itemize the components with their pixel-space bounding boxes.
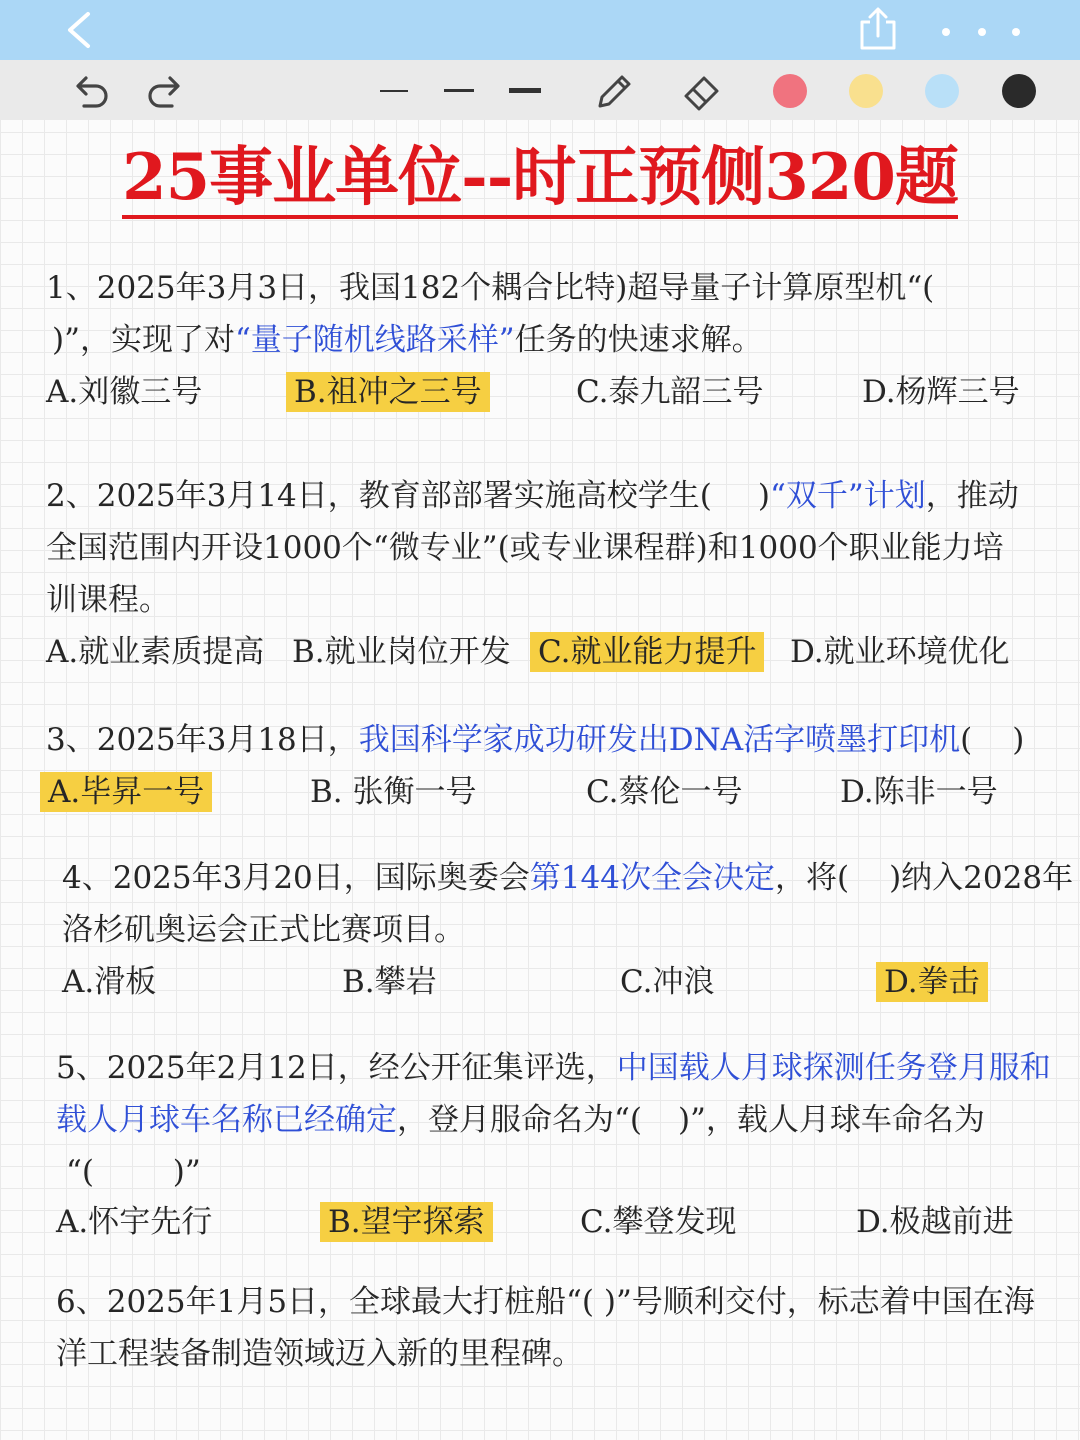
q1-text-c: 任务的快速求解。: [514, 322, 763, 358]
q4-highlight-phrase: 第144次全会决定: [529, 860, 775, 896]
q2-option-b[interactable]: B.就业岗位开发: [292, 634, 511, 670]
q1-option-a[interactable]: A.刘徽三号: [46, 374, 203, 410]
question-6-line-2: 洋工程装备制造领域迈入新的里程碑。: [56, 1336, 583, 1372]
q5-highlight-phrase-2: 载人月球车名称已经确定: [56, 1102, 397, 1138]
question-2-line-1: [46, 476, 1019, 516]
q5-option-b-answer[interactable]: B.望宇探索: [320, 1202, 493, 1242]
q3-text-c: (: [960, 722, 973, 758]
medium-stroke-option[interactable]: [444, 89, 474, 92]
thin-stroke-option[interactable]: [380, 90, 408, 92]
q3-option-d[interactable]: D.陈非一号: [840, 774, 998, 810]
q1-text-a: )”，实现了对: [52, 322, 235, 358]
question-4-line-2: 洛杉矶奥运会正式比赛项目。: [62, 912, 465, 948]
q3-option-b[interactable]: B. 张衡一号: [310, 774, 477, 810]
q2-text-b: ): [757, 478, 770, 514]
back-arrow-icon[interactable]: [60, 10, 100, 50]
q1-highlight-phrase: “量子随机线路采样”: [234, 322, 515, 358]
q5-option-c[interactable]: C.攀登发现: [580, 1204, 737, 1240]
q5-text-b: ，登月服命名为“(: [397, 1102, 642, 1138]
q4-text-c: ，将(: [774, 860, 850, 896]
q5-highlight-phrase-1: 中国载人月球探测任务登月服和: [616, 1050, 1051, 1086]
q1-option-d[interactable]: D.杨辉三号: [862, 374, 1020, 410]
q4-option-d-answer[interactable]: D.拳击: [876, 962, 988, 1002]
q4-text-d: )纳入2028年: [889, 860, 1074, 896]
q1-option-b-answer[interactable]: B.祖冲之三号: [286, 372, 490, 412]
question-1-line-1: 1、2025年3月3日，我国182个耦合比特)超导量子计算原型机“(: [46, 270, 935, 306]
question-2-line-3: 训课程。: [46, 582, 170, 618]
eraser-icon[interactable]: [680, 70, 724, 114]
q2-option-a[interactable]: A.就业素质提高: [46, 634, 265, 670]
color-black-swatch[interactable]: [1002, 74, 1036, 108]
q4-text-a: 4、2025年3月20日，国际奥委会: [62, 860, 530, 896]
q3-text-d: ): [1012, 722, 1025, 758]
q2-text-d: ，推动: [925, 478, 1019, 514]
color-yellow-swatch[interactable]: [849, 74, 883, 108]
undo-icon[interactable]: [70, 72, 110, 110]
q2-text-a: 2、2025年3月14日，教育部部署实施高校学生(: [46, 478, 712, 514]
share-icon[interactable]: [856, 6, 900, 52]
q4-option-c[interactable]: C.冲浪: [620, 964, 715, 1000]
question-6-line-1: 6、2025年1月5日，全球最大打桩船“( )”号顺利交付，标志着中国在海: [56, 1284, 1035, 1320]
page-title-text: 25事业单位--时正预侧320题: [122, 140, 958, 219]
page-title: [0, 140, 1080, 215]
question-2-line-2: 全国范围内开设1000个“微专业”(或专业课程群)和1000个职业能力培: [46, 530, 1004, 566]
more-icon[interactable]: [936, 24, 1026, 40]
q3-highlight-phrase: 我国科学家成功研发出DNA活字喷墨打印机: [358, 722, 961, 758]
question-3-line-1: [46, 720, 1024, 760]
thick-stroke-option[interactable]: [509, 88, 541, 93]
q3-option-a-answer[interactable]: A.毕昇一号: [40, 772, 212, 812]
q2-highlight-phrase: “双千”计划: [770, 478, 926, 514]
question-1-line-2: [52, 320, 763, 360]
top-bar: [0, 0, 1080, 60]
q4-option-b[interactable]: B.攀岩: [342, 964, 437, 1000]
question-5-line-3: “( )”: [66, 1154, 201, 1190]
q5-text-c: )”，载人月球车命名为: [677, 1102, 985, 1138]
color-red-swatch[interactable]: [773, 74, 807, 108]
question-5-line-2: [56, 1100, 985, 1140]
q3-text-a: 3、2025年3月18日，: [46, 722, 359, 758]
q1-option-c[interactable]: C.泰九韶三号: [576, 374, 764, 410]
redo-icon[interactable]: [146, 72, 186, 110]
q3-option-c[interactable]: C.蔡伦一号: [586, 774, 743, 810]
q4-option-a[interactable]: A.滑板: [62, 964, 157, 1000]
question-5-line-1: [56, 1048, 1051, 1088]
pencil-icon[interactable]: [592, 70, 636, 114]
question-4-line-1: [62, 858, 1073, 898]
drawing-toolbar: [0, 60, 1080, 120]
q2-option-c-answer[interactable]: C.就业能力提升: [530, 632, 764, 672]
q5-option-a[interactable]: A.怀宇先行: [56, 1204, 213, 1240]
color-lightblue-swatch[interactable]: [925, 74, 959, 108]
q5-option-d[interactable]: D.极越前进: [856, 1204, 1014, 1240]
q2-option-d[interactable]: D.就业环境优化: [790, 634, 1010, 670]
q5-text-a: 5、2025年2月12日，经公开征集评选，: [56, 1050, 617, 1086]
